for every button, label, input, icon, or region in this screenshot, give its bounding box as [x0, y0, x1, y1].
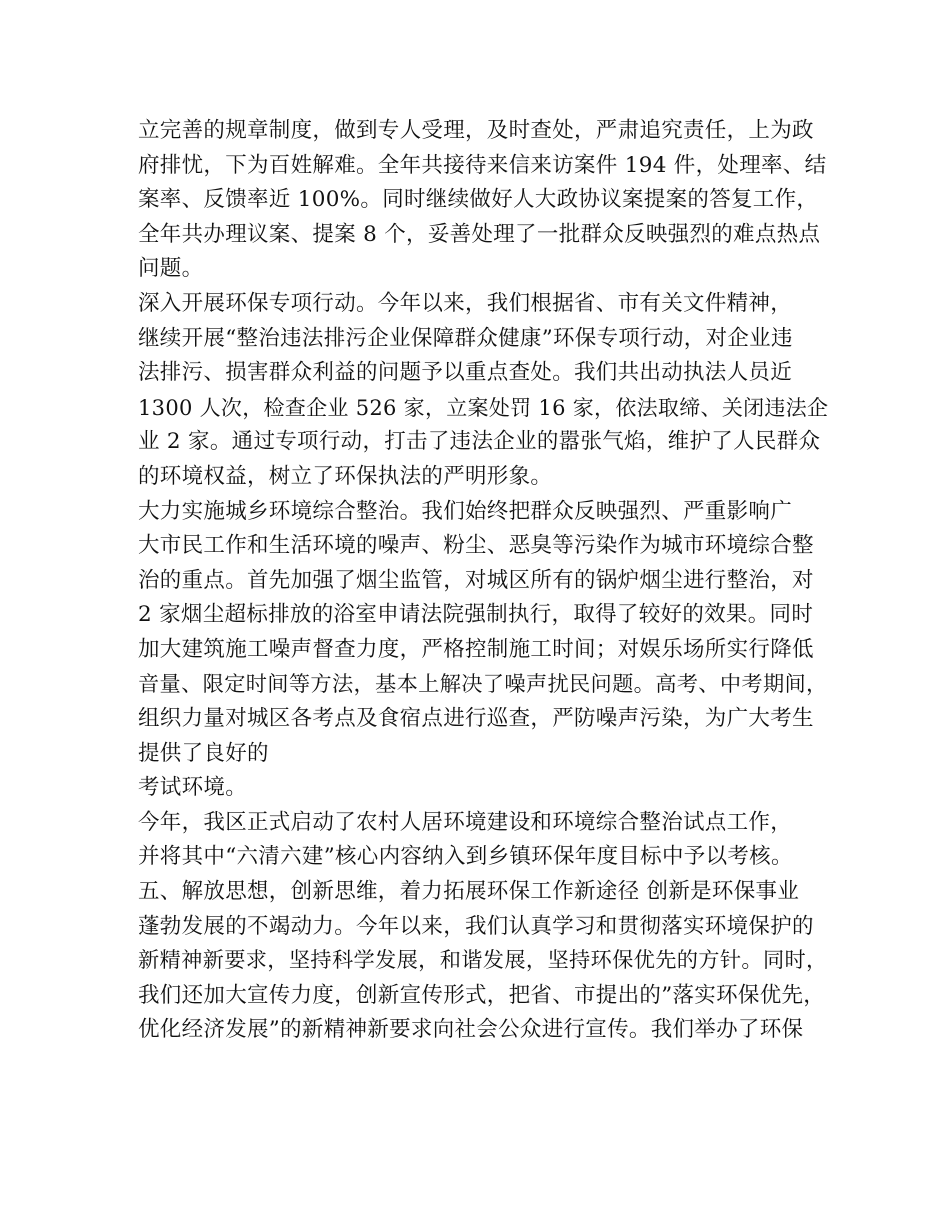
text-line: 组织力量对城区各考点及食宿点进行巡查，严防噪声污染，为广大考生	[138, 706, 814, 732]
text-line: 今年，我区正式启动了农村人居环境建设和环境综合整治试点工作，	[138, 809, 793, 835]
text-line: 1300 人次，检查企业 526 家，立案处罚 16 家，依法取缔、关闭违法企	[138, 394, 829, 420]
text-line: 音量、限定时间等方法，基本上解决了噪声扰民问题。高考、中考期间，	[138, 671, 828, 697]
text-line: 问题。	[138, 256, 204, 282]
text-line: 加大建筑施工噪声督查力度，严格控制施工时间；对娱乐场所实行降低	[138, 636, 814, 662]
text-line: 继续开展“整治违法排污企业保障群众健康”环保专项行动，对企业违	[138, 325, 793, 351]
text-line: 深入开展环保专项行动。今年以来，我们根据省、市有关文件精神，	[138, 290, 793, 316]
text-line: 五、解放思想，创新思维，着力拓展环保工作新途径 创新是环保事业	[138, 879, 800, 905]
text-line: 治的重点。首先加强了烟尘监管，对城区所有的锅炉烟尘进行整治，对	[138, 567, 814, 593]
text-line: 优化经济发展”的新精神新要求向社会公众进行宣传。我们举办了环保	[138, 1017, 804, 1043]
text-line: 我们还加大宣传力度，创新宣传形式，把省、市提出的”落实环保优先，	[138, 982, 826, 1008]
text-line: 新精神新要求，坚持科学发展，和谐发展，坚持环保优先的方针。同时，	[138, 948, 828, 974]
text-line: 2 家烟尘超标排放的浴室申请法院强制执行，取得了较好的效果。同时	[138, 602, 814, 628]
text-line: 法排污、损害群众利益的问题予以重点查处。我们共出动执法人员近	[138, 360, 793, 386]
text-line: 并将其中“六清六建”核心内容纳入到乡镇环保年度目标中予以考核。	[138, 844, 793, 870]
text-line: 的环境权益，树立了环保执法的严明形象。	[138, 463, 553, 489]
text-line: 立完善的规章制度，做到专人受理，及时查处，严肃追究责任，上为政	[138, 118, 814, 143]
text-line: 案率、反馈率近 100%。同时继续做好人大政协议案提案的答复工作，	[138, 187, 819, 213]
document-body-text	[138, 114, 828, 1048]
text-line: 大力实施城乡环境综合整治。我们始终把群众反映强烈、严重影响广	[138, 498, 793, 524]
text-line: 府排忧，下为百姓解难。全年共接待来信来访案件 194 件，处理率、结	[138, 152, 827, 178]
text-line: 业 2 家。通过专项行动，打击了违法企业的嚣张气焰，维护了人民群众	[138, 429, 821, 455]
text-line: 考试环境。	[138, 775, 248, 801]
text-line: 提供了良好的	[138, 740, 269, 766]
text-line: 大市民工作和生活环境的噪声、粉尘、恶臭等污染作为城市环境综合整	[138, 533, 814, 559]
text-line: 全年共办理议案、提案 8 个，妥善处理了一批群众反映强烈的难点热点	[138, 221, 821, 247]
text-line: 蓬勃发展的不竭动力。今年以来，我们认真学习和贯彻落实环境保护的	[138, 913, 814, 939]
